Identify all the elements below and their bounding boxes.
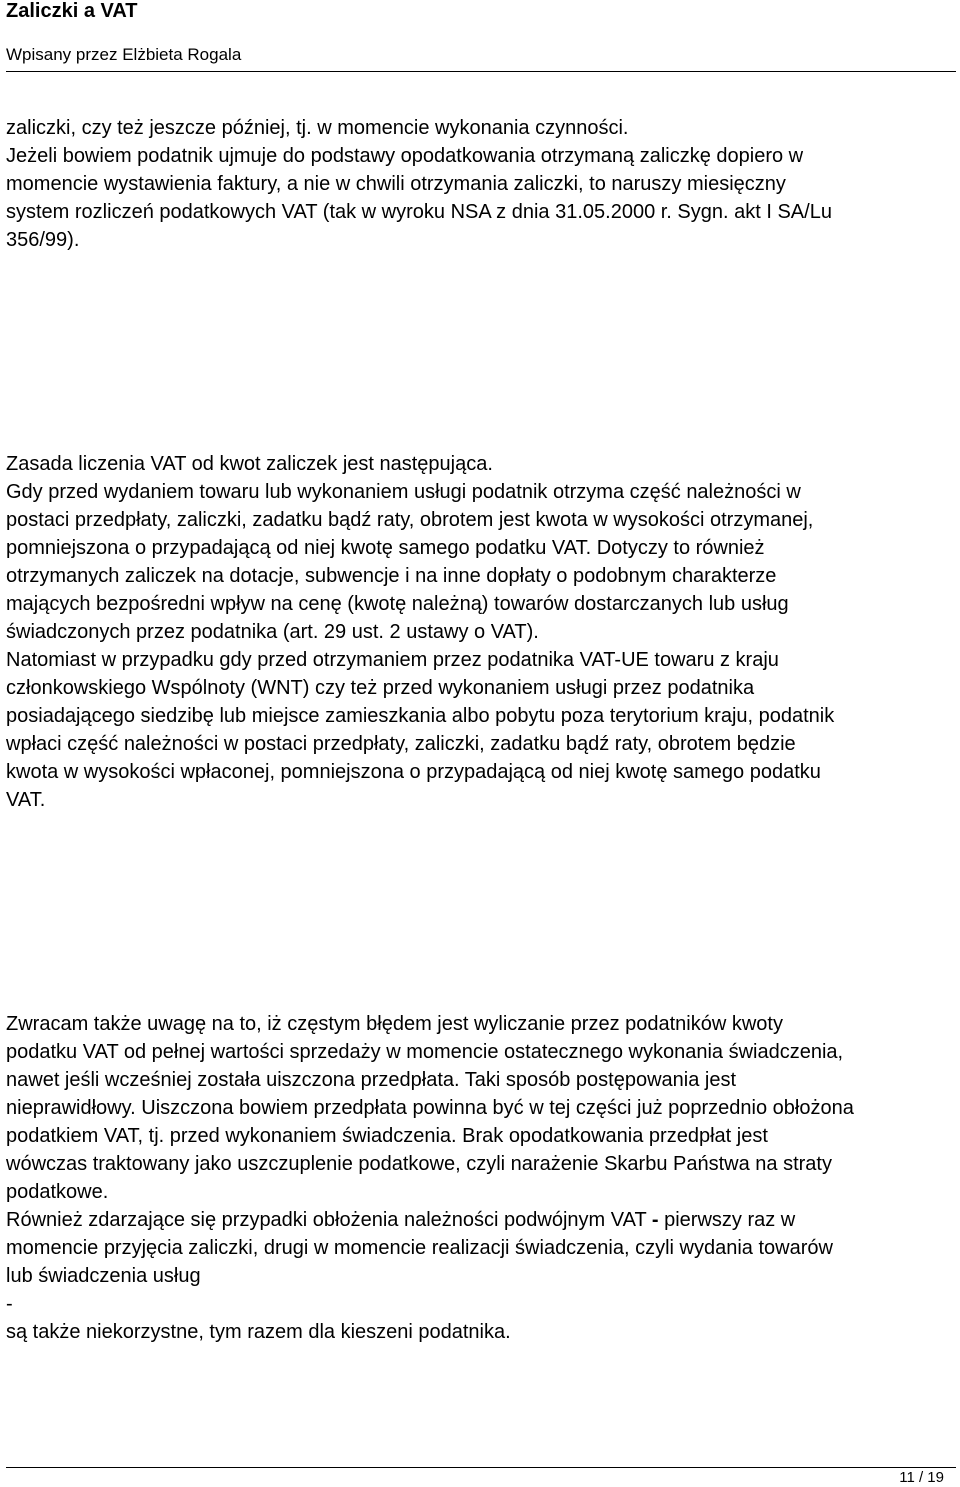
document-author: Wpisany przez Elżbieta Rogala [6, 45, 242, 64]
document-title: Zaliczki a VAT [6, 0, 138, 22]
text-line: Zasada liczenia VAT od kwot zaliczek jest następująca. [6, 453, 493, 475]
text-line: mających bezpośredni wpływ na cenę (kwotę należną) towarów dostarczanych lub usług [6, 593, 789, 615]
text-segment: Również zdarzające się przypadki obłożenia należności podwójnym VAT [6, 1209, 652, 1231]
text-line: posiadającego siedzibę lub miejsce zamieszkania albo pobytu poza terytorium kraju, podatnik [6, 705, 835, 727]
paragraph-vat-advance-rules [6, 450, 956, 814]
text-line: VAT. [6, 789, 46, 811]
text-line: pomniejszona o przypadającą od niej kwotę samego podatku VAT. Dotyczy to również [6, 537, 765, 559]
footer-divider [6, 1467, 956, 1468]
text-line: system rozliczeń podatkowych VAT (tak w wyroku NSA z dnia 31.05.2000 r. Sygn. akt I SA/Lu [6, 201, 832, 223]
text-line: Natomiast w przypadku gdy przed otrzymaniem przez podatnika VAT-UE towaru z kraju [6, 649, 779, 671]
text-line: otrzymanych zaliczek na dotacje, subwencje i na inne dopłaty o podobnym charakterze [6, 565, 777, 587]
text-line: są także niekorzystne, tym razem dla kieszeni podatnika. [6, 1321, 511, 1343]
text-line: członkowskiego Wspólnoty (WNT) czy też przed wykonaniem usługi przez podatnika [6, 677, 755, 699]
text-line: lub świadczenia usług [6, 1265, 201, 1287]
page-number: 11 / 19 [899, 1469, 944, 1486]
paragraph-nsa-ruling [6, 114, 956, 254]
paragraph-common-errors [6, 1010, 956, 1346]
text-line: podatkiem VAT, tj. przed wykonaniem świadczenia. Brak opodatkowania przedpłat jest [6, 1125, 768, 1147]
text-line: podatkowe. [6, 1181, 109, 1203]
text-line: Jeżeli bowiem podatnik ujmuje do podstawy opodatkowania otrzymaną zaliczkę dopiero w [6, 145, 804, 167]
text-line: wówczas traktowany jako uszczuplenie podatkowe, czyli narażenie Skarbu Państwa na straty [6, 1153, 832, 1175]
text-segment: pierwszy raz w [658, 1209, 796, 1231]
text-line: kwota w wysokości wpłaconej, pomniejszona o przypadającą od niej kwotę samego podatku [6, 761, 821, 783]
header-divider [6, 71, 956, 72]
text-line: momencie wystawienia faktury, a nie w chwili otrzymania zaliczki, to naruszy miesięczny [6, 173, 786, 195]
text-line: 356/99). [6, 229, 80, 251]
text-line: Gdy przed wydaniem towaru lub wykonaniem usługi podatnik otrzyma część należności w [6, 481, 801, 503]
text-line: podatku VAT od pełnej wartości sprzedaży w momencie ostatecznego wykonania świadczenia, [6, 1041, 844, 1063]
text-line: zaliczki, czy też jeszcze później, tj. w momencie wykonania czynności. [6, 117, 629, 139]
text-line: nawet jeśli wcześniej została uiszczona przedpłata. Taki sposób postępowania jest [6, 1069, 737, 1091]
text-line-double-vat [6, 1206, 956, 1234]
text-line: świadczonych przez podatnika (art. 29 ust. 2 ustawy o VAT). [6, 621, 539, 643]
page-header [0, 0, 960, 74]
bold-dash: - [651, 1209, 659, 1231]
text-line: Zwracam także uwagę na to, iż częstym błędem jest wyliczanie przez podatników kwoty [6, 1013, 783, 1035]
text-line: postaci przedpłaty, zaliczki, zadatku bądź raty, obrotem jest kwota w wysokości otrzymanej, [6, 509, 814, 531]
dash-line: - [6, 1293, 13, 1315]
text-line: momencie przyjęcia zaliczki, drugi w momencie realizacji świadczenia, czyli wydania towarów [6, 1237, 833, 1259]
text-line: wpłaci część należności w postaci przedpłaty, zaliczki, zadatku bądź raty, obrotem będzie [6, 733, 796, 755]
text-line: nieprawidłowy. Uiszczona bowiem przedpłata powinna być w tej części już poprzednio obłożona [6, 1097, 854, 1119]
